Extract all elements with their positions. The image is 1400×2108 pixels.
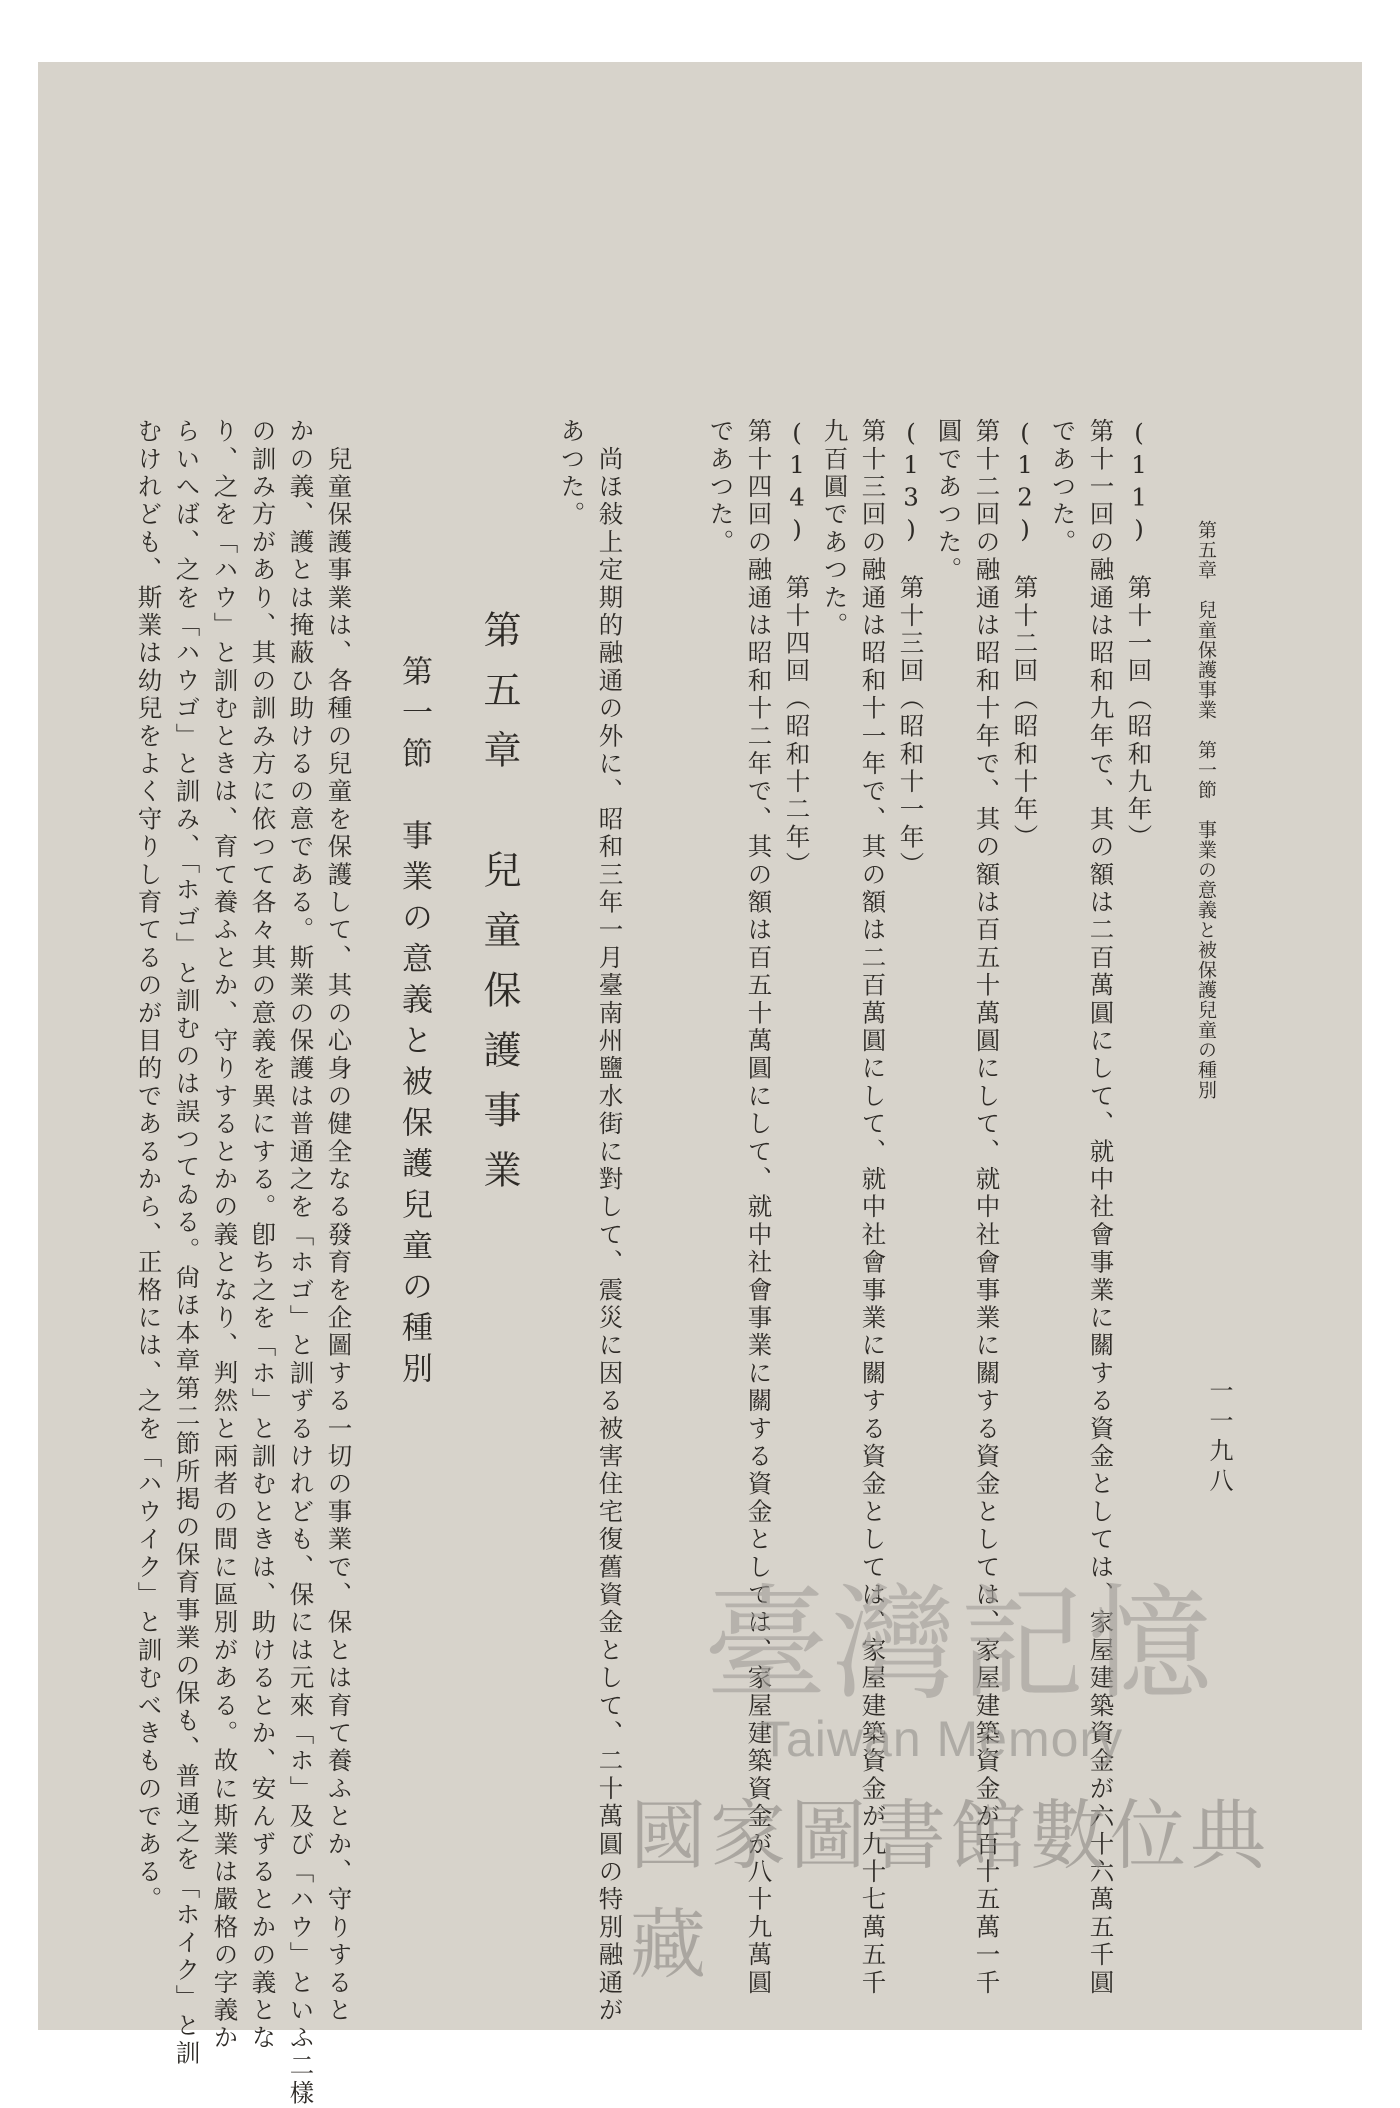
page-number: 一一九八	[1205, 1378, 1233, 1498]
text-column: (14) 第十四回（昭和十二年）	[782, 418, 812, 880]
text-column: (12) 第十二回（昭和十年）	[1010, 418, 1040, 852]
body-column: らいへば、之を「ハウゴ」と訓み、「ホゴ」と訓むのは誤つてゐる。尙ほ本章第二節所掲の保育事業の保も、普通之を「ホイク」と訓	[172, 418, 202, 2068]
watermark-logo: 臺灣記憶	[703, 1573, 1216, 1717]
section-title: 第一節 事業の意義と被保護兒童の種別	[396, 655, 432, 1393]
text-column: 圓であつた。	[934, 418, 964, 585]
text-column: (13) 第十三回（昭和十一年）	[896, 418, 926, 880]
text-column: 第十二回の融通は昭和十年で、其の額は百五十萬圓にして、就中社會事業に關する資金としては、家屋建築資金が百十五萬一千	[972, 418, 1002, 1997]
watermark-library: 國家圖書館數位典藏	[630, 1791, 1270, 1989]
chapter-title: 第五章 兒童保護事業	[477, 610, 521, 1210]
body-column: の訓み方があり、其の訓み方に依つて各々其の意義を異にする。卽ち之を「ホ」と訓むときは、助けるとか、安んずるとかの義とな	[248, 418, 278, 2053]
watermark	[620, 1545, 1300, 1989]
text-column: あつた。	[557, 418, 587, 529]
text-column: 第十一回の融通は昭和九年で、其の額は二百萬圓にして、就中社會事業に關する資金としては、家屋建築資金が六十六萬五千圓	[1086, 418, 1116, 1997]
text-column: (11) 第十一回（昭和九年）	[1124, 418, 1154, 852]
watermark-english: Taiwan Memory	[760, 1711, 1124, 1767]
running-header: 第五章 兒童保護事業 第一節 事業の意義と被保護兒童の種別	[1195, 520, 1217, 1100]
text-column: であつた。	[706, 418, 736, 557]
body-column: むけれども、斯業は幼兒をよく守りし育てるのが目的であるから、正格には、之を「ハウイク」と訓むべきものである。	[134, 418, 164, 1914]
text-column: 第十四回の融通は昭和十二年で、其の額は百五十萬圓にして、就中社會事業に關する資金としては、家屋建築資金が八十九萬圓	[744, 418, 774, 1997]
text-column: 九百圓であつた。	[820, 418, 850, 640]
text-column: であつた。	[1048, 418, 1078, 557]
text-column: 第十三回の融通は昭和十一年で、其の額は二百萬圓にして、就中社會事業に關する資金としては、家屋建築資金が九十七萬五千	[858, 418, 888, 1997]
body-column: り、之を「ハウ」と訓むときは、育て養ふとか、守りするとかの義となり、判然と兩者の間に區別がある。故に斯業は嚴格の字義か	[210, 418, 240, 2053]
text-column: 尚ほ敍上定期的融通の外に、昭和三年一月臺南州鹽水街に對して、震災に因る被害住宅復舊資金として、二十萬圓の特別融通が	[595, 418, 625, 2025]
body-column: 兒童保護事業は、各種の兒童を保護して、其の心身の健全なる發育を企圖する一切の事業で、保とは育て養ふとか、守りすると	[324, 418, 354, 2025]
body-column: かの義、護とは掩蔽ひ助けるの意である。斯業の保護は普通之を「ホゴ」と訓ずるけれども、保には元來「ホ」及び「ハウ」といふ二樣	[286, 418, 316, 2108]
